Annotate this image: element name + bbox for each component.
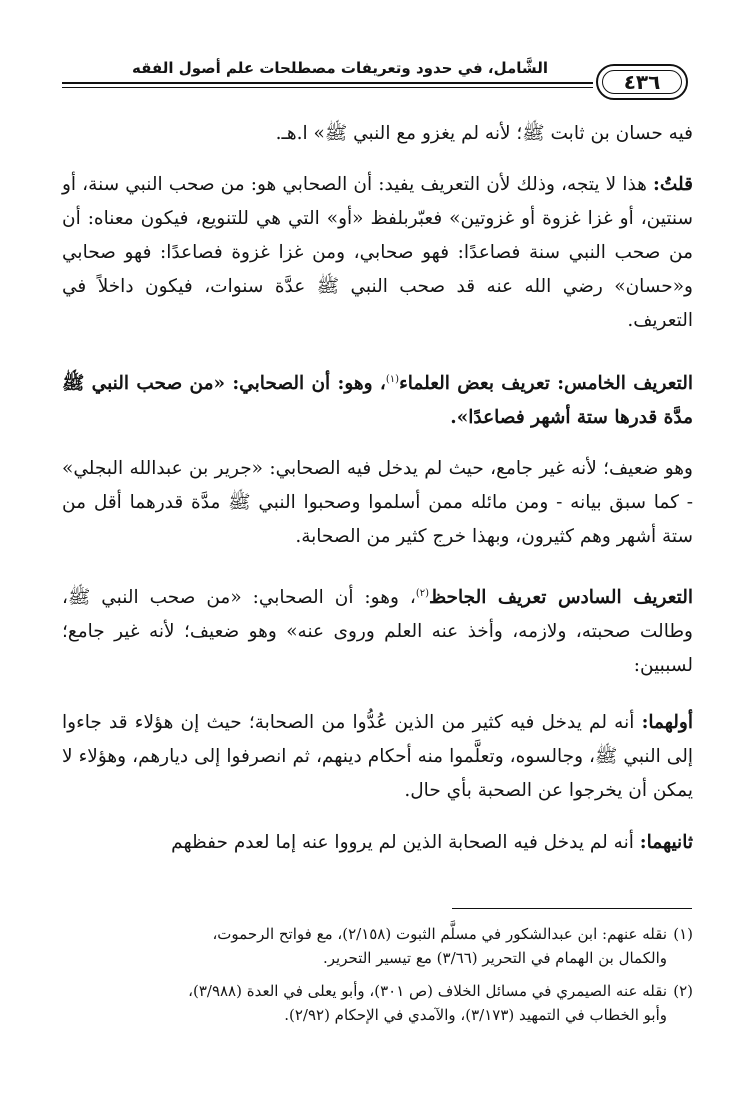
page-number-badge — [596, 64, 688, 100]
running-header-title: الشَّامل، في حدود وتعريفات مصطلحات علم أصول الفقه — [132, 59, 548, 77]
paragraph-text: ، وهو: أن الصحابي: «من صحب النبي ﷺ، وطالت صحبته، ولازمه، وأخذ عنه العلم وروى عنه» وهو ضعيف؛ لأنه غير جامع؛ لسببين: — [62, 587, 693, 676]
paragraph-lead: ثانيهما: — [639, 832, 693, 853]
page-number: ٤٣٦ — [623, 70, 661, 94]
paragraph-text: وهو ضعيف؛ لأنه غير جامع، حيث لم يدخل فيه الصحابي: «جرير بن عبدالله البجلي» - كما سبق بيانه - ومن مائله ممن أسلموا وصحبوا النبي ﷺ مدَّة قدرهما أقل من ستة أشهر وهم كثيرون، وبهذا خرج كثير من الصحابة. — [62, 458, 693, 547]
paragraph-text: هذا لا يتجه، وذلك لأن التعريف يفيد: أن الصحابي هو: من صحب النبي سنة، أو سنتين، أو غزا غزوة أو غزوتين» فعبّربلفظ «أو» التي هي للتنويع، فيكون معناه: أن من صحب النبي سنة فصاعدًا: فهو صحابي، ومن غزا غزوة فصاعدًا: فهو صحابي و«حسان» رضي الله عنه قد صحب النبي ﷺ عدَّة سنوات، فيكون داخلاً في التعريف. — [62, 174, 693, 331]
paragraph-text: أنه لم يدخل فيه كثير من الذين عُدُّوا من الصحابة؛ حيث إن هؤلاء قد جاءوا إلى النبي ﷺ، وجالسوه، وتعلَّموا منه أحكام دينهم، ثم انصرفوا إلى ديارهم، وهؤلاء لا يمكن أن يخرجوا عن الصحبة بأي حال. — [62, 712, 693, 801]
paragraph-lead: أولهما: — [641, 712, 693, 733]
footnote-text: والكمال بن الهمام في التحرير (٣/٦٦) مع تيسير التحرير. — [323, 949, 667, 967]
footnote-text: نقله عنه الصيمري في مسائل الخلاف (ص ٣٠١)، وأبو يعلى في العدة (٣/٩٨٨)، — [188, 982, 667, 1000]
footnote-text: نقله عنهم: ابن عبدالشكور في مسلَّم الثبوت (٢/١٥٨)، مع فواتح الرحموت، — [212, 925, 667, 943]
paragraph-lead: قلتُ: — [653, 174, 693, 195]
paragraph-weakness-fifth — [62, 452, 693, 554]
paragraph-sixth-definition — [62, 581, 693, 683]
footnote-1 — [62, 922, 693, 970]
footnote-ref-1[interactable]: (١) — [385, 373, 400, 385]
footnote-separator — [452, 908, 692, 909]
paragraph-lead: التعريف السادس تعريف الجاحظ — [429, 587, 693, 608]
footnote-number: (١) — [673, 925, 693, 943]
paragraph-text: ، وهو: أن الصحابي: «من صحب النبي ﷺ مدَّة قدرها ستة أشهر فصاعدًا». — [62, 373, 693, 428]
paragraph-text: أنه لم يدخل فيه الصحابة الذين لم يرووا عنه إما لعدم حفظهم — [171, 832, 640, 853]
paragraph-continuation — [62, 117, 693, 151]
footnote-text: وأبو الخطاب في التمهيد (٣/١٧٣)، والآمدي في الإحكام (٢/٩٢). — [284, 1006, 667, 1024]
paragraph-lead: التعريف الخامس: تعريف بعض العلماء — [399, 373, 693, 394]
paragraph-second-reason — [62, 826, 693, 860]
header-rule-thick — [62, 82, 593, 84]
paragraph-fifth-definition — [62, 367, 693, 435]
paragraph-first-reason — [62, 706, 693, 808]
paragraph-qultu — [62, 168, 693, 338]
paragraph-text: فيه حسان بن ثابت ﷺ؛ لأنه لم يغزو مع النبي ﷺ» ا.هـ. — [275, 123, 693, 144]
footnote-ref-2[interactable]: (٢) — [415, 587, 429, 599]
header-rule-thin — [62, 87, 593, 88]
footnote-number: (٢) — [673, 982, 693, 1000]
footnote-2 — [62, 979, 693, 1027]
